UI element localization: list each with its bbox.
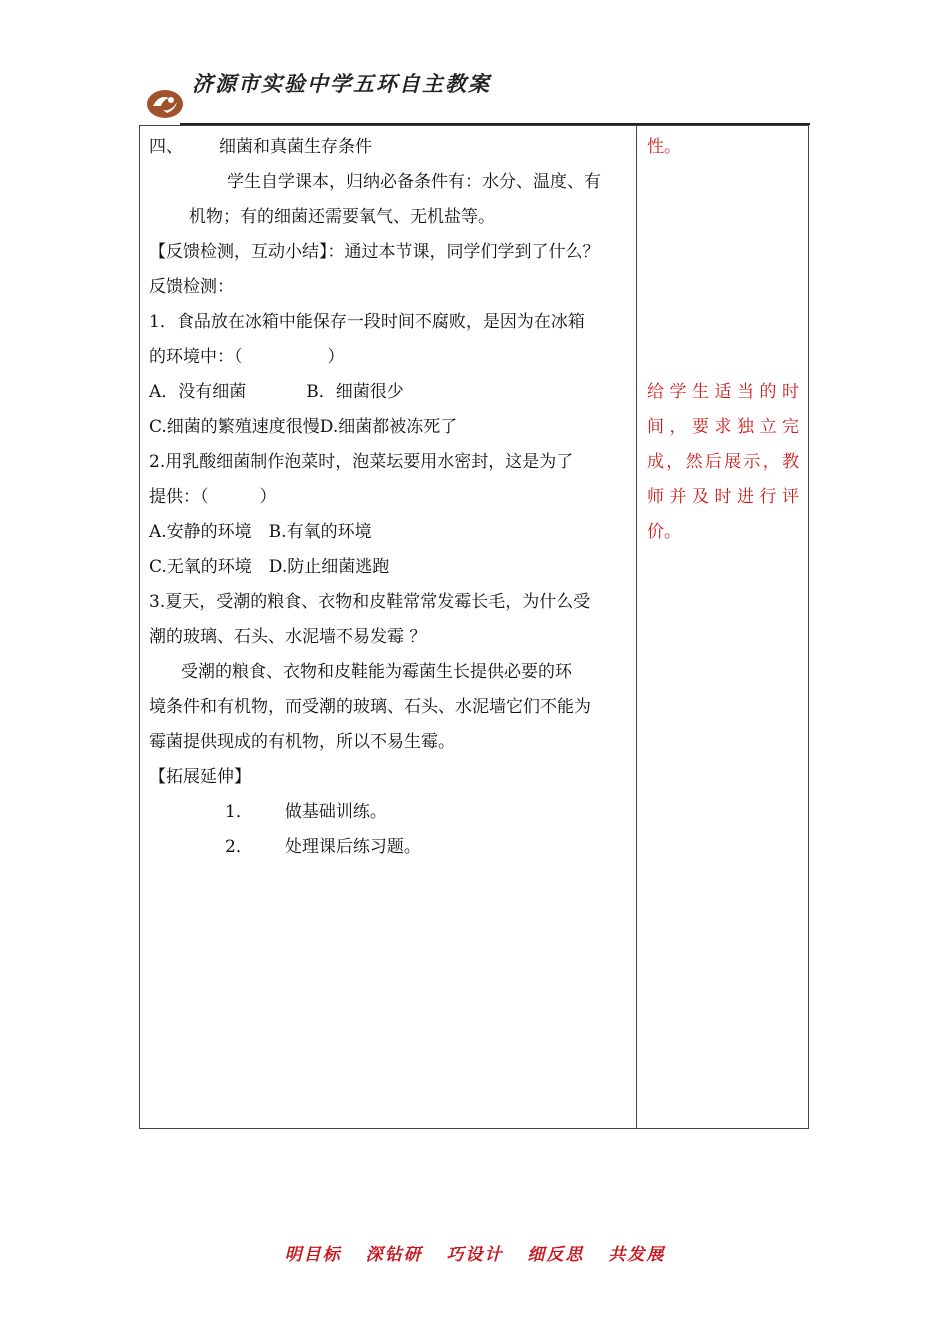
extension-heading: 【拓展延伸】 bbox=[149, 767, 251, 787]
section-number: 四、 bbox=[149, 137, 183, 157]
teacher-note-line: 给学生适当的时 bbox=[647, 382, 799, 402]
section-title: 细菌和真菌生存条件 bbox=[219, 137, 372, 157]
extension-item-1 bbox=[149, 801, 629, 836]
motto-item: 细反思 bbox=[527, 1245, 585, 1265]
motto-item: 明目标 bbox=[284, 1245, 342, 1265]
answer-3-cont: 境条件和有机物，而受潮的玻璃、石头、水泥墙它们不能为 bbox=[149, 697, 591, 717]
question-2-options-ab: A.安静的环境 B.有氧的环境 bbox=[149, 522, 372, 542]
section-heading bbox=[149, 136, 629, 171]
answer-3: 受潮的粮食、衣物和皮鞋能为霉菌生长提供必要的环 bbox=[181, 662, 572, 682]
lesson-table bbox=[139, 125, 809, 1129]
teacher-note-line: 间，要求独立完 bbox=[647, 417, 799, 437]
school-logo-icon bbox=[145, 86, 185, 120]
motto-item: 巧设计 bbox=[446, 1245, 504, 1265]
note-top: 性。 bbox=[647, 137, 681, 157]
intro-line: 机物；有的细菌还需要氧气、无机盐等。 bbox=[189, 207, 495, 227]
page-header bbox=[140, 58, 810, 128]
question-3-cont: 潮的玻璃、石头、水泥墙不易发霉 ？ bbox=[149, 627, 427, 647]
lesson-content-column bbox=[149, 136, 629, 871]
motto-item: 共发展 bbox=[608, 1245, 666, 1265]
question-1-options-cd: C.细菌的繁殖速度很慢D.细菌都被冻死了 bbox=[149, 417, 458, 437]
question-2-cont: 提供：（ ） bbox=[149, 487, 277, 507]
column-divider bbox=[636, 126, 637, 1128]
option-a: A．没有细菌 bbox=[149, 382, 247, 402]
motto-item: 深钻研 bbox=[365, 1245, 423, 1265]
feedback-label: 反馈检测： bbox=[149, 277, 234, 297]
teacher-notes-column bbox=[647, 136, 799, 556]
extension-item-2 bbox=[149, 836, 629, 871]
intro-line: 学生自学课本，归纳必备条件有：水分、温度、有 bbox=[227, 172, 601, 192]
question-3: 3.夏天，受潮的粮食、衣物和皮鞋常常发霉长毛，为什么受 bbox=[149, 592, 591, 612]
extension-item-number: 1． bbox=[225, 802, 253, 822]
question-1-cont: 的环境中：（ ） bbox=[149, 347, 345, 367]
extension-item-text: 处理课后练习题。 bbox=[284, 837, 421, 857]
question-1-options-ab bbox=[149, 381, 629, 416]
extension-item-number: 2． bbox=[225, 837, 253, 857]
extension-item-text: 做基础训练。 bbox=[284, 802, 387, 822]
question-1: 1．食品放在冰箱中能保存一段时间不腐败，是因为在冰箱 bbox=[149, 312, 585, 332]
teacher-note-line: 成，然后展示，教 bbox=[647, 452, 799, 472]
question-2-options-cd: C.无氧的环境 D.防止细菌逃跑 bbox=[149, 557, 390, 577]
teacher-note-line: 价。 bbox=[647, 522, 681, 542]
school-title: 济源市实验中学五环自主教案 bbox=[192, 71, 491, 96]
teacher-note-line: 师并及时进行评 bbox=[647, 487, 799, 507]
answer-3-cont: 霉菌提供现成的有机物，所以不易生霉。 bbox=[149, 732, 455, 752]
question-2: 2.用乳酸细菌制作泡菜时，泡菜坛要用水密封，这是为了 bbox=[149, 452, 574, 472]
footer-motto bbox=[0, 1240, 950, 1265]
option-b: B．细菌很少 bbox=[306, 382, 404, 402]
feedback-heading: 【反馈检测，互动小结】：通过本节课，同学们学到了什么？ bbox=[149, 242, 600, 262]
